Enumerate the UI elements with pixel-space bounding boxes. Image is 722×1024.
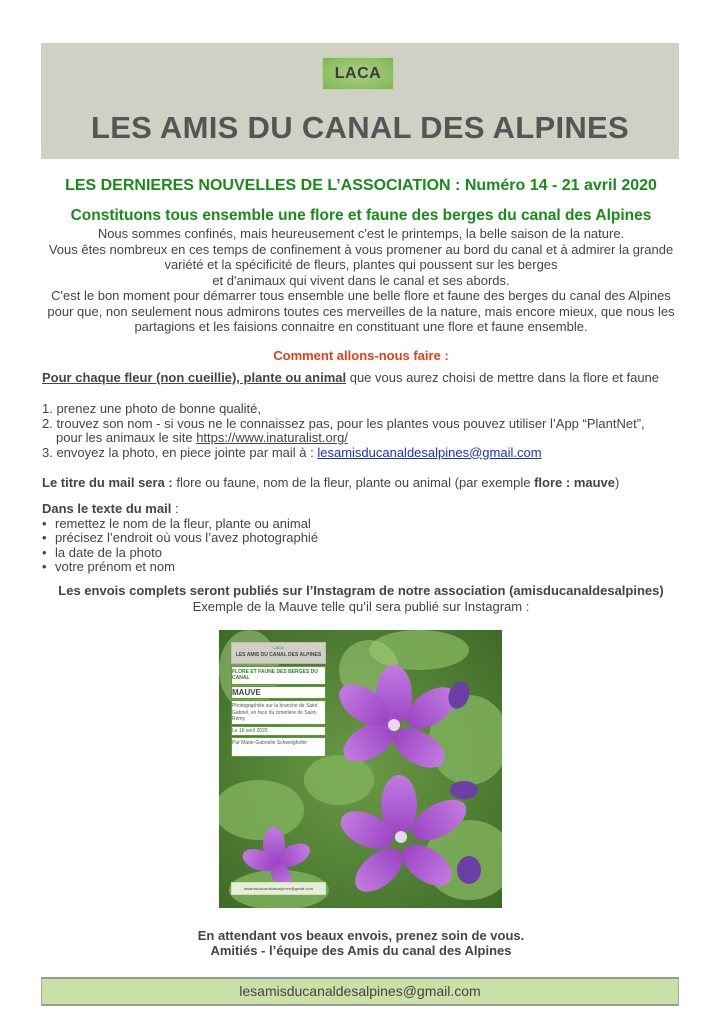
list-item [42, 531, 318, 546]
list-item [42, 517, 318, 532]
intro-text [40, 226, 682, 335]
card-email: lesamisducanaldesalpines@gmail.com [231, 882, 326, 895]
bullet-icon: • [42, 515, 47, 531]
mail-body-section [42, 502, 318, 575]
card-org-name: LES AMIS DU CANAL DES ALPINES [235, 652, 322, 658]
mail-title-label: Le titre du mail sera : [42, 475, 173, 490]
closing-message [0, 928, 722, 958]
mauve-example-image [219, 630, 502, 908]
step-3 [42, 446, 645, 461]
list-item [42, 560, 318, 575]
pour-chaque-rest: que vous aurez choisi de mettre dans la flore et faune [346, 370, 660, 385]
card-badge: LACA [273, 645, 284, 650]
list-item [42, 546, 318, 561]
mail-body-colon: : [171, 501, 179, 516]
inaturalist-link[interactable]: https://www.inaturalist.org/ [196, 430, 348, 445]
laca-badge: LACA [322, 57, 394, 90]
bullet-icon: • [42, 530, 47, 545]
step-3-prefix: 3. envoyez la photo, en piece jointe par mail à : [42, 444, 318, 460]
footer-email-bar: lesamisducanaldesalpines@gmail.com [41, 977, 679, 1006]
intro-paragraph: C'est le bon moment pour démarrer tous ensemble une belle flore et faune des berges du canal des Alpines pour que, non seulement nous admirons toutes ces merveilles de la nature, mais encore mieux, que nous les partagions et les faisions connaitre en constituant une flore et faune ensemble. [47, 288, 675, 334]
instagram-note: Les envois complets seront publiés sur l’Instagram de notre association (amisducanaldesalpines) [58, 583, 664, 598]
org-title: LES AMIS DU CANAL DES ALPINES [90, 110, 630, 145]
list-item-text: précisez l’endroit où vous l’avez photographié [55, 530, 319, 545]
list-item-text: la date de la photo [55, 544, 162, 560]
pour-chaque-bold: Pour chaque fleur (non cueillie), plante ou animal [42, 370, 347, 385]
card-location: Photographiée sur la branche de Saint Gabriel, en face du cimetière de Saint-Rémy [231, 700, 326, 725]
closing-line-1: En attendant vos beaux envois, prenez soin de vous. [197, 928, 525, 943]
steps-list [42, 402, 645, 460]
card-author: Par Marie-Gabrielle Schweighofer [231, 737, 326, 757]
mail-title-text: flore ou faune, nom de la fleur, plante ou animal (par exemple [172, 475, 535, 490]
newsletter-subhead: Constituons tous ensemble une flore et faune des berges du canal des Alpines [70, 207, 652, 224]
step-2-continued [42, 431, 645, 446]
list-item-text: remettez le nom de la fleur, plante ou animal [55, 515, 311, 531]
card-species: MAUVE [231, 686, 326, 699]
pour-chaque-line [42, 370, 659, 385]
mail-title-example: flore : mauve [534, 475, 616, 490]
mail-title-close: ) [615, 475, 620, 490]
how-title: Comment allons-nous faire : [273, 348, 449, 363]
step-2: 2. trouvez son nom - si vous ne le connaissez pas, pour les plantes vous pouvez utiliser l’App “PlantNet”, [42, 415, 645, 431]
header-banner [41, 43, 679, 159]
example-caption: Exemple de la Mauve telle qu’il sera publié sur Instagram : [192, 599, 530, 614]
bullet-icon: • [42, 544, 47, 560]
step-2-prefix: pour les animaux le site [56, 430, 197, 445]
card-date: Le 16 avril 2020 [231, 726, 326, 736]
step-1: 1. prenez une photo de bonne qualité, [42, 401, 262, 416]
bullet-icon: • [42, 559, 47, 574]
email-link[interactable]: lesamisducanaldesalpines@gmail.com [317, 444, 542, 460]
mail-body-label: Dans le texte du mail [42, 501, 172, 516]
intro-paragraph: Vous êtes nombreux en ces temps de confinement à vous promener au bord du canal et à admirer la grande variété et la spécificité de fleurs, plantes qui poussent sur les berges [48, 241, 674, 272]
newsletter-headline: LES DERNIERES NOUVELLES DE L’ASSOCIATION : Numéro 14 - 21 avril 2020 [65, 177, 657, 194]
intro-paragraph: Nous sommes confinés, mais heureusement c'est le printemps, la belle saison de la nature. [97, 226, 625, 241]
mail-title-line [42, 475, 619, 490]
card-series: FLORE ET FAUNE DES BERGES DU CANAL [231, 666, 326, 685]
closing-line-2: Amitiés - l’équipe des Amis du canal des Alpines [210, 943, 512, 958]
mail-body-heading [42, 502, 318, 517]
list-item-text: votre prénom et nom [55, 559, 175, 574]
card-header [231, 642, 326, 664]
intro-paragraph: et d'animaux qui vivent dans le canal et ses abords. [212, 272, 510, 288]
